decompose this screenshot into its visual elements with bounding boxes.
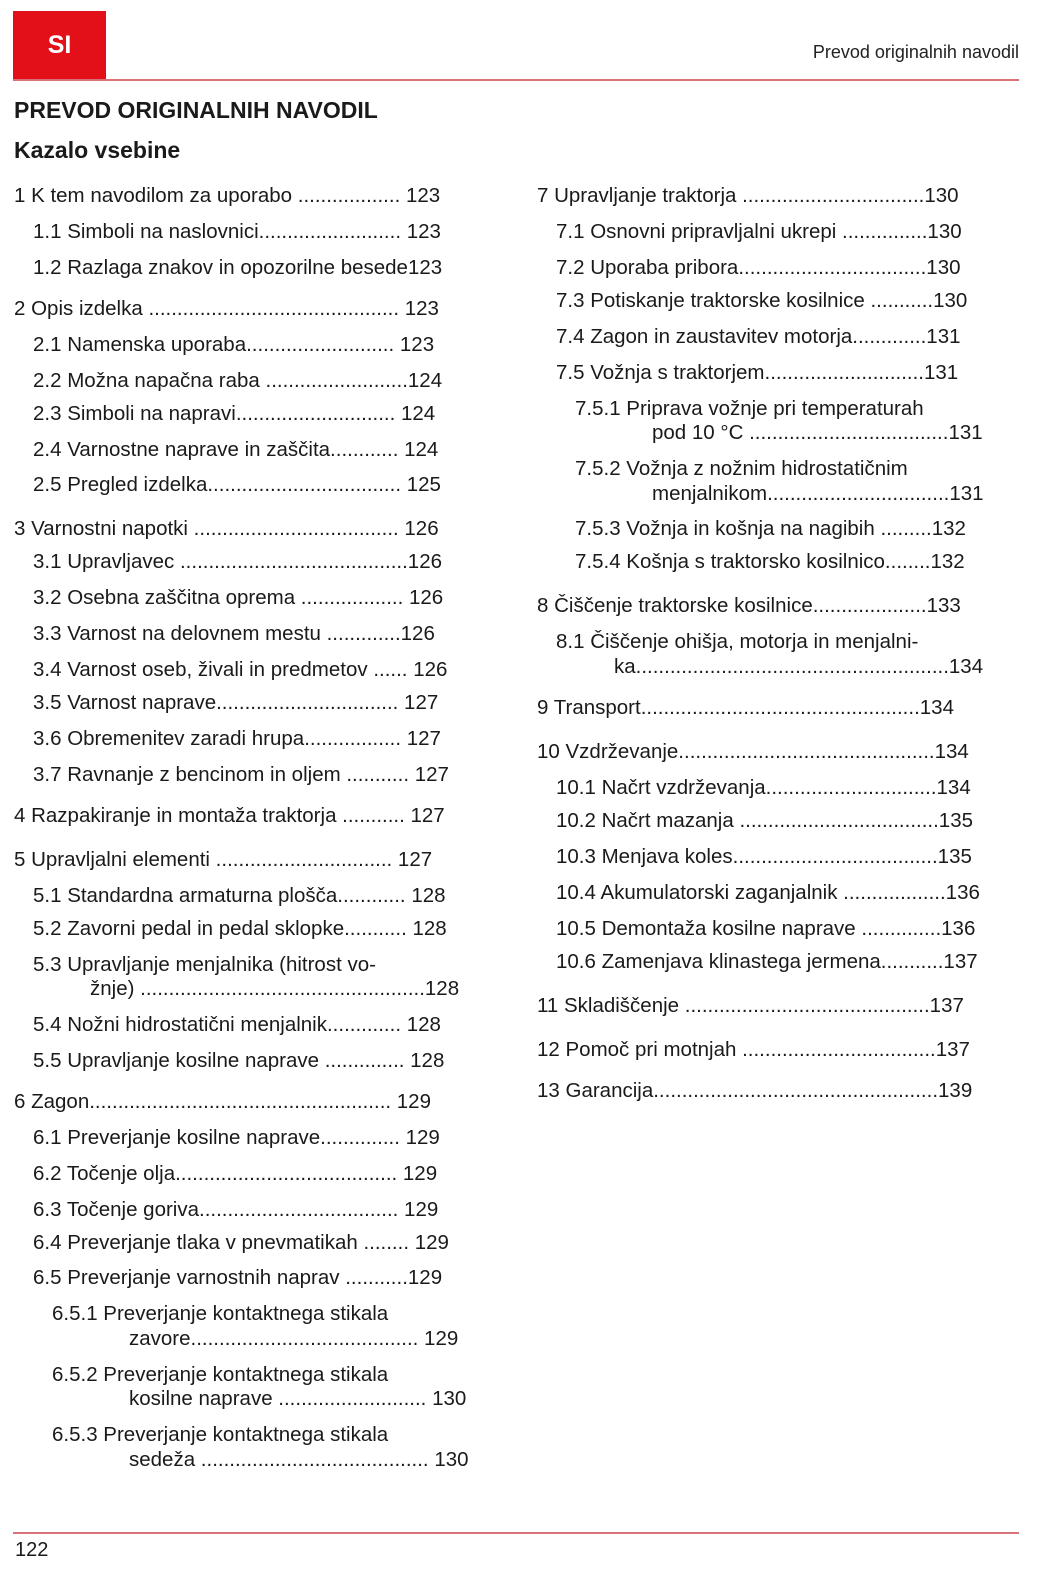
toc-entry[interactable]: 6.2 Točenje olja....................................... 129 <box>33 1162 438 1185</box>
footer-divider <box>13 1532 1019 1534</box>
language-badge: SI <box>13 11 106 79</box>
toc-entry[interactable]: 6.4 Preverjanje tlaka v pnevmatikah ........ 129 <box>33 1231 449 1254</box>
toc-entry[interactable]: 11 Skladiščenje ...........................................137 <box>537 994 964 1017</box>
toc-entry[interactable]: 3.1 Upravljavec ........................................126 <box>33 550 443 573</box>
toc-heading: Kazalo vsebine <box>14 137 181 163</box>
toc-entry[interactable]: 5.4 Nožni hidrostatični menjalnik............. 128 <box>33 1013 441 1036</box>
running-header-title: Prevod originalnih navodil <box>812 42 1019 62</box>
toc-entry[interactable]: 13 Garancija..................................................139 <box>537 1079 973 1102</box>
toc-entry[interactable]: 6.3 Točenje goriva................................... 129 <box>33 1198 439 1221</box>
toc-entry[interactable]: 10.6 Zamenjava klinastega jermena...........137 <box>556 950 978 973</box>
toc-entry-continuation[interactable]: kosilne naprave .......................... 130 <box>129 1387 467 1410</box>
toc-entry[interactable]: 10.4 Akumulatorski zaganjalnik ..................136 <box>556 881 980 904</box>
toc-entry[interactable]: 6.1 Preverjanje kosilne naprave.............. 129 <box>33 1126 440 1149</box>
toc-entry-continuation[interactable]: menjalnikom................................131 <box>652 482 984 505</box>
toc-entry[interactable]: 3 Varnostni napotki .................................... 126 <box>14 517 439 540</box>
toc-entry[interactable]: 10.2 Načrt mazanja ...................................135 <box>556 809 973 832</box>
toc-entry[interactable]: 7.5.4 Košnja s traktorsko kosilnico........132 <box>575 550 965 573</box>
toc-entry[interactable]: 7.5.1 Priprava vožnje pri temperaturah <box>575 397 924 420</box>
toc-entry-continuation[interactable]: ka.......................................................134 <box>614 655 984 678</box>
toc-entry[interactable]: 6.5.2 Preverjanje kontaktnega stikala <box>52 1363 389 1386</box>
toc-entry[interactable]: 6.5.1 Preverjanje kontaktnega stikala <box>52 1302 389 1325</box>
toc-entry[interactable]: 2 Opis izdelka ............................................ 123 <box>14 297 439 320</box>
page-number: 122 <box>15 1539 49 1561</box>
toc-entry[interactable]: 5.1 Standardna armaturna plošča............ 128 <box>33 884 446 907</box>
toc-entry[interactable]: 2.3 Simboli na napravi............................ 124 <box>33 402 436 425</box>
toc-entry[interactable]: 9 Transport.................................................134 <box>537 696 954 719</box>
header-divider <box>13 79 1019 81</box>
toc-entry[interactable]: 2.4 Varnostne naprave in zaščita............ 124 <box>33 438 439 461</box>
toc-entry[interactable]: 5 Upravljalni elementi ............................... 127 <box>14 848 433 871</box>
toc-entry[interactable]: 7.3 Potiskanje traktorske kosilnice ...........130 <box>556 289 968 312</box>
toc-entry[interactable]: 10 Vzdrževanje.............................................134 <box>537 740 969 763</box>
toc-entry[interactable]: 6 Zagon..................................................... 129 <box>14 1090 431 1113</box>
toc-entry[interactable]: 1.1 Simboli na naslovnici......................... 123 <box>33 220 441 243</box>
toc-entry[interactable]: 3.5 Varnost naprave................................ 127 <box>33 691 439 714</box>
toc-entry-continuation[interactable]: pod 10 °C ...................................131 <box>652 421 983 444</box>
toc-entry[interactable]: 10.5 Demontaža kosilne naprave ..............136 <box>556 917 976 940</box>
toc-entry[interactable]: 1.2 Razlaga znakov in opozorilne besede123 <box>33 256 443 279</box>
toc-entry-continuation[interactable]: žnje) ..................................................128 <box>90 977 460 1000</box>
toc-entry[interactable]: 5.2 Zavorni pedal in pedal sklopke........... 128 <box>33 917 447 940</box>
toc-entry[interactable]: 3.4 Varnost oseb, živali in predmetov ...... 126 <box>33 658 448 681</box>
toc-entry[interactable]: 5.3 Upravljanje menjalnika (hitrost vo- <box>33 953 376 976</box>
toc-entry-continuation[interactable]: sedeža ........................................ 130 <box>129 1448 469 1471</box>
toc-entry[interactable]: 4 Razpakiranje in montaža traktorja ........... 127 <box>14 804 445 827</box>
toc-entry[interactable]: 3.7 Ravnanje z bencinom in oljem ........... 127 <box>33 763 449 786</box>
toc-entry[interactable]: 7 Upravljanje traktorja ................................130 <box>537 184 959 207</box>
toc-entry[interactable]: 2.2 Možna napačna raba .........................124 <box>33 369 443 392</box>
toc-entry[interactable]: 8 Čiščenje traktorske kosilnice....................133 <box>537 594 961 617</box>
toc-entry[interactable]: 10.3 Menjava koles....................................135 <box>556 845 972 868</box>
toc-entry-continuation[interactable]: zavore........................................ 129 <box>129 1327 459 1350</box>
toc-entry[interactable]: 8.1 Čiščenje ohišja, motorja in menjalni- <box>556 630 919 653</box>
toc-entry[interactable]: 7.1 Osnovni pripravljalni ukrepi ...............130 <box>556 220 962 243</box>
toc-entry[interactable]: 12 Pomoč pri motnjah ..................................137 <box>537 1038 970 1061</box>
document-title: PREVOD ORIGINALNIH NAVODIL <box>14 97 378 123</box>
toc-entry[interactable]: 6.5 Preverjanje varnostnih naprav ...........129 <box>33 1266 443 1289</box>
toc-entry[interactable]: 7.2 Uporaba pribora.................................130 <box>556 256 961 279</box>
toc-entry[interactable]: 1 K tem navodilom za uporabo .................. 123 <box>14 184 441 207</box>
toc-entry[interactable]: 7.5.2 Vožnja z nožnim hidrostatičnim <box>575 457 908 480</box>
toc-entry[interactable]: 7.4 Zagon in zaustavitev motorja.............131 <box>556 325 961 348</box>
toc-entry[interactable]: 2.5 Pregled izdelka.................................. 125 <box>33 473 441 496</box>
toc-entry[interactable]: 6.5.3 Preverjanje kontaktnega stikala <box>52 1423 389 1446</box>
toc-entry[interactable]: 10.1 Načrt vzdrževanja..............................134 <box>556 776 971 799</box>
toc-entry[interactable]: 7.5.3 Vožnja in košnja na nagibih .........132 <box>575 517 966 540</box>
toc-entry[interactable]: 3.2 Osebna zaščitna oprema .................. 126 <box>33 586 444 609</box>
toc-entry[interactable]: 3.3 Varnost na delovnem mestu .............126 <box>33 622 435 645</box>
toc-entry[interactable]: 3.6 Obremenitev zaradi hrupa................. 127 <box>33 727 441 750</box>
toc-entry[interactable]: 7.5 Vožnja s traktorjem............................131 <box>556 361 959 384</box>
toc-entry[interactable]: 5.5 Upravljanje kosilne naprave .............. 128 <box>33 1049 445 1072</box>
toc-entry[interactable]: 2.1 Namenska uporaba.......................... 123 <box>33 333 435 356</box>
